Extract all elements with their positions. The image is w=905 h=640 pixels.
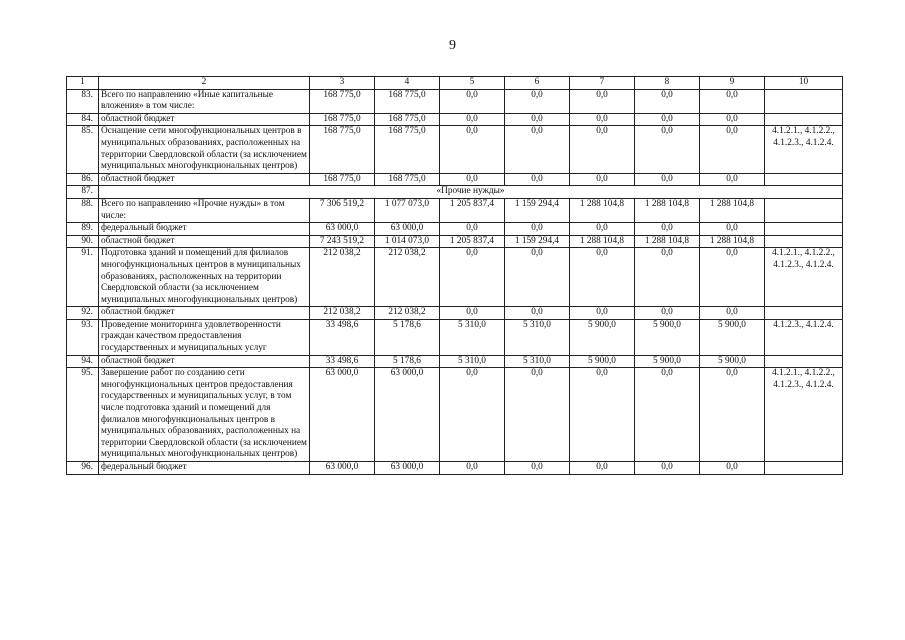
value-cell: 0,0 — [505, 126, 570, 173]
value-cell: 0,0 — [570, 248, 635, 307]
value-cell: 5 310,0 — [505, 355, 570, 368]
value-cell: 168 775,0 — [310, 89, 375, 113]
row-name: Завершение работ по созданию сети многофункциональных центров предоставления государственных и муниципальных услуг, в том числе подготовка зданий и помещений для филиалов многофункциональных центров в муниципальных образованиях, расположенных на территории Свердловской области (за исключением муниципальных многофункциональных центров) — [99, 368, 310, 462]
value-cell: 212 038,2 — [310, 307, 375, 320]
value-cell: 0,0 — [440, 368, 505, 462]
value-cell: 5 900,0 — [635, 319, 700, 355]
value-cell: 0,0 — [635, 126, 700, 173]
row-number: 96. — [67, 462, 99, 475]
page-number: 9 — [449, 38, 456, 53]
value-cell: 212 038,2 — [375, 307, 440, 320]
value-cell: 1 288 104,8 — [635, 198, 700, 222]
table-row — [67, 113, 843, 126]
value-cell: 0,0 — [570, 223, 635, 236]
value-cell: 1 077 073,0 — [375, 198, 440, 222]
target-indicator-cell: 4.1.2.1., 4.1.2.2., 4.1.2.3., 4.1.2.4. — [765, 368, 843, 462]
value-cell: 0,0 — [700, 126, 765, 173]
value-cell: 0,0 — [505, 89, 570, 113]
target-indicator-cell — [765, 307, 843, 320]
value-cell: 5 900,0 — [570, 319, 635, 355]
row-number: 85. — [67, 126, 99, 173]
table-row — [67, 173, 843, 186]
target-indicator-cell — [765, 462, 843, 475]
table-row — [67, 355, 843, 368]
row-number: 95. — [67, 368, 99, 462]
value-cell: 0,0 — [505, 223, 570, 236]
value-cell: 0,0 — [505, 113, 570, 126]
value-cell: 0,0 — [505, 307, 570, 320]
value-cell: 33 498,6 — [310, 355, 375, 368]
value-cell: 0,0 — [570, 89, 635, 113]
value-cell: 0,0 — [440, 89, 505, 113]
row-name: областной бюджет — [99, 113, 310, 126]
row-number: 93. — [67, 319, 99, 355]
header-cell: 9 — [700, 77, 765, 90]
table-row — [67, 248, 843, 307]
value-cell: 0,0 — [700, 248, 765, 307]
value-cell: 168 775,0 — [310, 113, 375, 126]
row-number: 88. — [67, 198, 99, 222]
table-row — [67, 89, 843, 113]
target-indicator-cell: 4.1.2.3., 4.1.2.4. — [765, 319, 843, 355]
target-indicator-cell — [765, 355, 843, 368]
value-cell: 7 243 519,2 — [310, 235, 375, 248]
row-number: 87. — [67, 186, 99, 199]
row-name: Оснащение сети многофункциональных центров в муниципальных образованиях, расположенных на территории Свердловской области (за исключением муниципальных многофункциональных центров) — [99, 126, 310, 173]
value-cell: 0,0 — [700, 307, 765, 320]
value-cell: 1 288 104,8 — [635, 235, 700, 248]
value-cell: 5 178,6 — [375, 319, 440, 355]
row-number: 86. — [67, 173, 99, 186]
table-row — [67, 462, 843, 475]
value-cell: 0,0 — [635, 173, 700, 186]
row-name: федеральный бюджет — [99, 223, 310, 236]
value-cell: 63 000,0 — [375, 368, 440, 462]
value-cell: 1 159 294,4 — [505, 235, 570, 248]
table-row — [67, 186, 843, 199]
value-cell: 63 000,0 — [310, 462, 375, 475]
row-number: 91. — [67, 248, 99, 307]
value-cell: 0,0 — [440, 462, 505, 475]
table-row — [67, 198, 843, 222]
target-indicator-cell — [765, 235, 843, 248]
target-indicator-cell — [765, 113, 843, 126]
value-cell: 5 900,0 — [570, 355, 635, 368]
row-name: Всего по направлению «Прочие нужды» в том числе: — [99, 198, 310, 222]
row-name: Всего по направлению «Иные капитальные вложения» в том числе: — [99, 89, 310, 113]
value-cell: 5 310,0 — [440, 319, 505, 355]
value-cell: 5 178,6 — [375, 355, 440, 368]
value-cell: 168 775,0 — [375, 89, 440, 113]
value-cell: 0,0 — [635, 248, 700, 307]
value-cell: 168 775,0 — [375, 113, 440, 126]
value-cell: 0,0 — [635, 368, 700, 462]
header-cell: 3 — [310, 77, 375, 90]
value-cell: 0,0 — [635, 113, 700, 126]
target-indicator-cell — [765, 173, 843, 186]
value-cell: 0,0 — [635, 462, 700, 475]
target-indicator-cell — [765, 223, 843, 236]
value-cell: 0,0 — [440, 173, 505, 186]
value-cell: 5 310,0 — [505, 319, 570, 355]
row-number: 83. — [67, 89, 99, 113]
row-name: федеральный бюджет — [99, 462, 310, 475]
row-name: областной бюджет — [99, 307, 310, 320]
value-cell: 1 205 837,4 — [440, 198, 505, 222]
value-cell: 0,0 — [570, 307, 635, 320]
value-cell: 1 288 104,8 — [700, 198, 765, 222]
table-row — [67, 307, 843, 320]
row-name: Проведение мониторинга удовлетворенности граждан качеством предоставления государственных и муниципальных услуг — [99, 319, 310, 355]
value-cell: 7 306 519,2 — [310, 198, 375, 222]
header-cell: 5 — [440, 77, 505, 90]
value-cell: 1 205 837,4 — [440, 235, 505, 248]
value-cell: 0,0 — [505, 462, 570, 475]
value-cell: 33 498,6 — [310, 319, 375, 355]
value-cell: 168 775,0 — [375, 126, 440, 173]
target-indicator-cell: 4.1.2.1., 4.1.2.2., 4.1.2.3., 4.1.2.4. — [765, 248, 843, 307]
table-row — [67, 368, 843, 462]
target-indicator-cell: 4.1.2.1., 4.1.2.2., 4.1.2.3., 4.1.2.4. — [765, 126, 843, 173]
budget-table — [66, 76, 843, 475]
value-cell: 0,0 — [505, 248, 570, 307]
value-cell: 0,0 — [700, 89, 765, 113]
value-cell: 1 288 104,8 — [570, 198, 635, 222]
value-cell: 0,0 — [440, 126, 505, 173]
header-cell: 10 — [765, 77, 843, 90]
value-cell: 0,0 — [570, 126, 635, 173]
value-cell: 0,0 — [570, 173, 635, 186]
value-cell: 212 038,2 — [375, 248, 440, 307]
target-indicator-cell — [765, 198, 843, 222]
header-cell: 1 — [67, 77, 99, 90]
value-cell: 63 000,0 — [310, 223, 375, 236]
value-cell: 63 000,0 — [375, 223, 440, 236]
row-number: 90. — [67, 235, 99, 248]
value-cell: 0,0 — [570, 113, 635, 126]
row-name: областной бюджет — [99, 355, 310, 368]
value-cell: 0,0 — [570, 368, 635, 462]
header-cell: 7 — [570, 77, 635, 90]
value-cell: 168 775,0 — [310, 126, 375, 173]
row-number: 92. — [67, 307, 99, 320]
value-cell: 5 900,0 — [700, 319, 765, 355]
value-cell: 63 000,0 — [375, 462, 440, 475]
value-cell: 0,0 — [570, 462, 635, 475]
value-cell: 1 288 104,8 — [570, 235, 635, 248]
table-row — [67, 223, 843, 236]
header-cell: 6 — [505, 77, 570, 90]
value-cell: 5 900,0 — [635, 355, 700, 368]
value-cell: 0,0 — [635, 307, 700, 320]
value-cell: 5 900,0 — [700, 355, 765, 368]
value-cell: 1 288 104,8 — [700, 235, 765, 248]
value-cell: 0,0 — [700, 223, 765, 236]
value-cell: 0,0 — [505, 368, 570, 462]
value-cell: 0,0 — [700, 173, 765, 186]
row-number: 94. — [67, 355, 99, 368]
value-cell: 212 038,2 — [310, 248, 375, 307]
value-cell: 0,0 — [700, 113, 765, 126]
value-cell: 1 014 073,0 — [375, 235, 440, 248]
value-cell: 0,0 — [635, 89, 700, 113]
value-cell: 168 775,0 — [310, 173, 375, 186]
value-cell: 0,0 — [635, 223, 700, 236]
table-row — [67, 319, 843, 355]
value-cell: 0,0 — [440, 307, 505, 320]
row-name: областной бюджет — [99, 173, 310, 186]
row-number: 89. — [67, 223, 99, 236]
value-cell: 1 159 294,4 — [505, 198, 570, 222]
value-cell: 0,0 — [440, 223, 505, 236]
value-cell: 5 310,0 — [440, 355, 505, 368]
header-cell: 4 — [375, 77, 440, 90]
table-row — [67, 235, 843, 248]
value-cell: 0,0 — [700, 462, 765, 475]
value-cell: 168 775,0 — [375, 173, 440, 186]
value-cell: 0,0 — [440, 248, 505, 307]
header-cell: 2 — [99, 77, 310, 90]
value-cell: 0,0 — [440, 113, 505, 126]
row-name: областной бюджет — [99, 235, 310, 248]
table-row — [67, 126, 843, 173]
header-row — [67, 77, 843, 90]
header-cell: 8 — [635, 77, 700, 90]
table-body — [67, 89, 843, 474]
section-title: «Прочие нужды» — [99, 186, 843, 199]
value-cell: 0,0 — [700, 368, 765, 462]
table-header — [67, 77, 843, 90]
value-cell: 0,0 — [505, 173, 570, 186]
row-name: Подготовка зданий и помещений для филиалов многофункциональных центров в муниципальных образованиях, расположенных на территории Свердловской области (за исключением муниципальных многофункциональных центров) — [99, 248, 310, 307]
value-cell: 63 000,0 — [310, 368, 375, 462]
target-indicator-cell — [765, 89, 843, 113]
row-number: 84. — [67, 113, 99, 126]
